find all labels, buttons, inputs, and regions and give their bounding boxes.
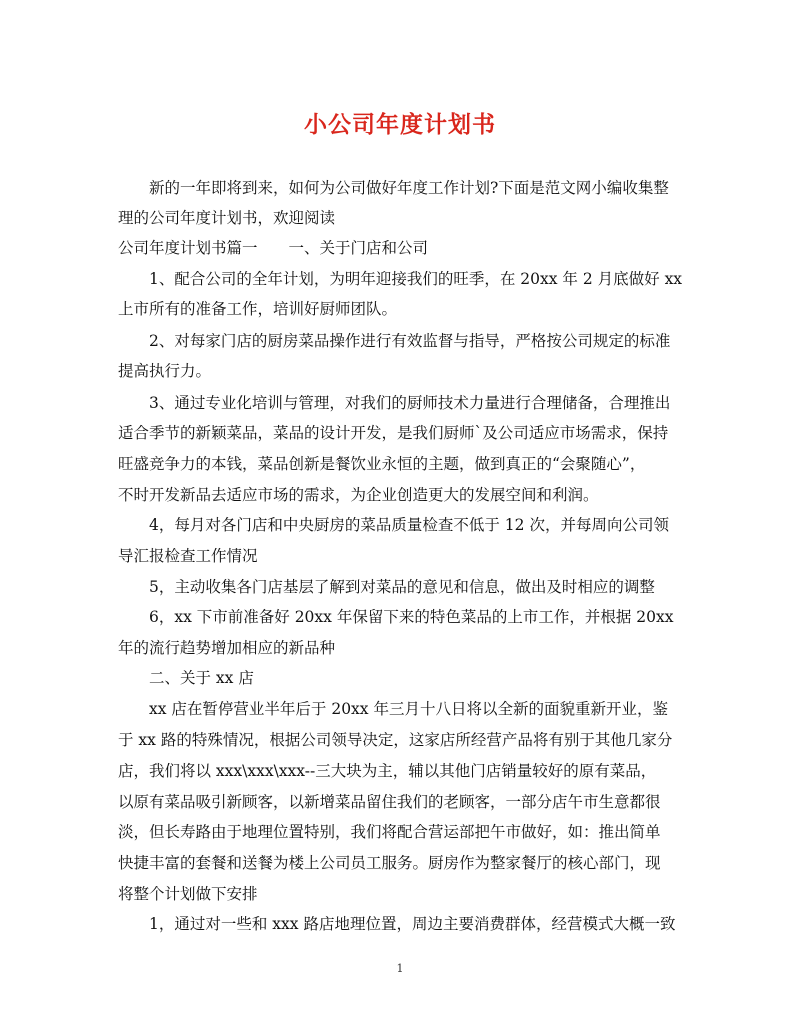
document-title: 小公司年度计划书 [304,111,496,138]
body-line: 6，xx 下市前准备好 20xx 年保留下来的特色菜品的上市工作，并根据 20xx [118,608,674,626]
body-line: xx 店在暂停营业半年后于 20xx 年三月十八日将以全新的面貌重新开业，鉴 [118,700,668,718]
body-line: 公司年度计划书篇一 一、关于门店和公司 [118,239,429,257]
body-line: 适合季节的新颖菜品，菜品的设计开发，是我们厨师`及公司适应市场需求，保持 [118,424,669,442]
body-line: 快捷丰富的套餐和送餐为楼上公司员工服务。厨房作为整家餐厅的核心部门，现 [118,854,661,872]
body-line: 提高执行力。 [118,362,212,380]
body-line: 上市所有的准备工作，培训好厨师团队。 [118,300,398,318]
body-line: 以原有菜品吸引新顾客，以新增菜品留住我们的老顾客，一部分店午市生意都很 [118,793,661,811]
body-line: 店，我们将以 xxx\xxx\xxx--三大块为主，辅以其他门店销量较好的原有菜品， [118,762,657,780]
body-line: 不时开发新品去适应市场的需求，为企业创造更大的发展空间和利润。 [118,486,599,504]
body-line: 5，主动收集各门店基层了解到对菜品的意见和信息，做出及时相应的调整 [118,578,655,596]
body-line: 年的流行趋势增加相应的新品种 [118,639,336,657]
body-line: 新的一年即将到来，如何为公司做好年度工作计划?下面是范文网小编收集整 [118,179,669,197]
body-line: 于 xx 路的特殊情况，根据公司领导决定，这家店所经营产品将有别于其他几家分 [118,731,673,749]
body-line: 理的公司年度计划书，欢迎阅读 [118,209,336,227]
body-line: 1、配合公司的全年计划，为明年迎接我们的旺季，在 20xx 年 2 月底做好 xx [118,270,683,288]
body-line: 2、对每家门店的厨房菜品操作进行有效监督与指导，严格按公司规定的标准 [118,332,671,350]
section-heading: 二、关于 xx 店 [118,669,254,687]
body-line: 淡，但长寿路由于地理位置特别，我们将配合营运部把午市做好，如：推出简单 [118,823,661,841]
body-line: 1，通过对一些和 xxx 路店地理位置，周边主要消费群体，经营模式大概一致 [118,915,676,933]
body-line: 将整个计划做下安排 [118,885,258,903]
body-line: 导汇报检查工作情况 [118,547,258,565]
body-line: 旺盛竞争力的本钱，菜品创新是餐饮业永恒的主题，做到真正的“会聚随心”， [118,455,646,473]
body-line: 3、通过专业化培训与管理，对我们的厨师技术力量进行合理储备，合理推出 [118,394,671,412]
body-line: 4，每月对各门店和中央厨房的菜品质量检查不低于 12 次，并每周向公司领 [118,516,669,534]
page-number: 1 [396,962,404,975]
